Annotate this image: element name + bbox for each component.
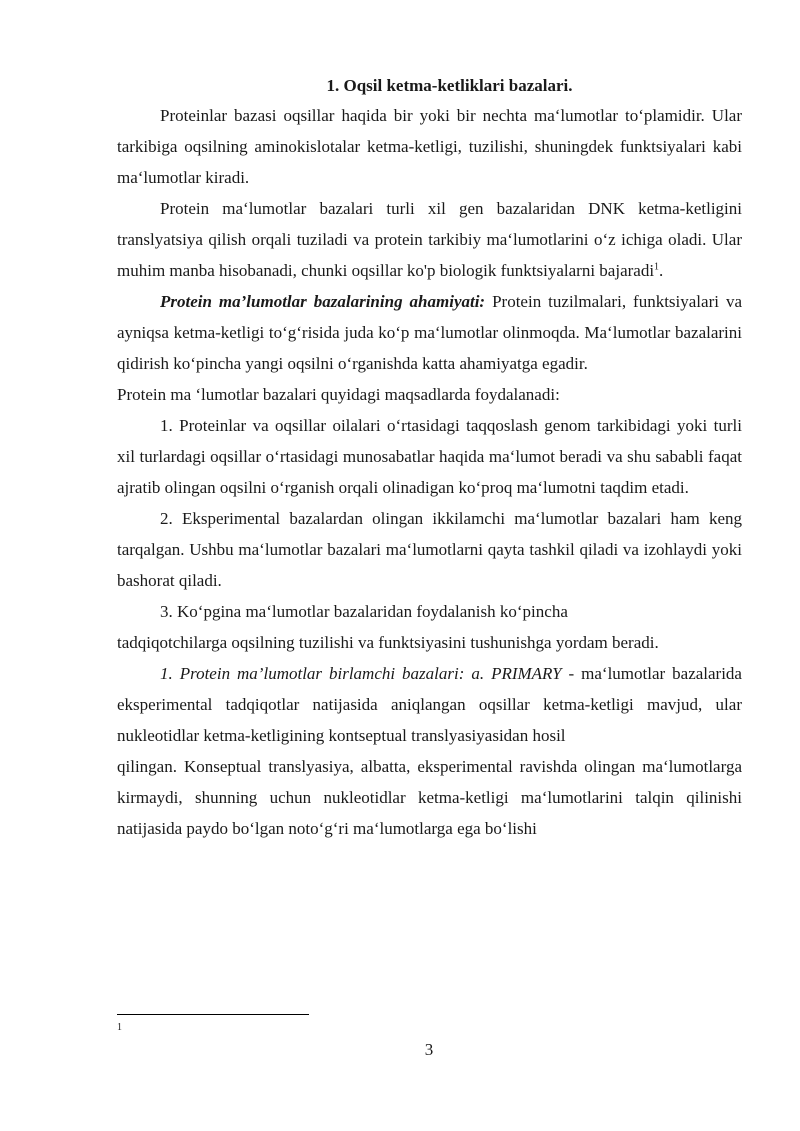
paragraph-sources-text: Protein ma‘lumotlar bazalari turli xil gen bazalaridan DNK ketma-ketligini translyatsiya qilish orqali tuziladi va protein tarkibiy ma‘lumotlarini o‘z ichiga oladi. Ular muhim manba hisobanadi, chunki oqsillar ko'p biologik funktsiyalarni bajaradi [117, 199, 742, 280]
page-body [117, 72, 742, 844]
paragraph-importance [117, 286, 742, 379]
paragraph-purposes: Protein ma ‘lumotlar bazalari quyidagi maqsadlarda foydalanadi: [117, 385, 560, 404]
importance-lead: Protein ma’lumotlar bazalarining ahamiyati: [160, 292, 486, 311]
paragraph-intro: Proteinlar bazasi oqsillar haqida bir yoki bir nechta ma‘lumotlar to‘plamidir. Ular tarkibiga oqsilning aminokislotalar ketma-ketligi, tuzilishi, shuningdek funktsiyalari kabi ma‘lumotlar kiradi. [117, 106, 742, 187]
list-item-1: 1. Proteinlar va oqsillar oilalari o‘rtasidagi taqqoslash genom tarkibidagi yoki turli xil turlardagi oqsillar o‘rtasidagi munosabatlar haqida ma‘lumot beradi va shu sababli faqat ajratib olingan oqsilni o‘rganish orqali olinadigan ko‘proq ma‘lumotni taqdim etadi. [117, 416, 742, 497]
list-item-2: 2. Eksperimental bazalardan olingan ikkilamchi ma‘lumotlar bazalari ham keng tarqalgan. Ushbu ma‘lumotlar bazalari ma‘lumotlarni qayta tashkil qiladi va izohlaydi yoki bashorat qiladi. [117, 509, 742, 590]
page-number: 3 [424, 1040, 434, 1059]
paragraph-primary-db [117, 658, 742, 751]
footnote-reference: 1 [654, 261, 660, 273]
paragraph-sources [117, 193, 742, 286]
primary-db-text: - ma‘lumotlar bazalarida eksperimental tadqiqotlar natijasida aniqlangan oqsillar ketma-ketligi mavjud, ular nukleotidlar ketma-ketligining kontseptual translyasiyasidan hosil [117, 664, 742, 745]
importance-text: Protein tuzilmalari, funktsiyalari va ayniqsa ketma-ketligi to‘g‘risida juda ko‘p ma‘lumotlar olinmoqda. Ma‘lumotlar bazalarini qidirish ko‘pincha yangi oqsilni o‘rganishda katta ahamiyatga egadir. [117, 292, 742, 373]
paragraph-sources-end: . [659, 261, 664, 280]
footnote-separator [117, 1014, 309, 1015]
footnote-mark: 1 [117, 1022, 122, 1033]
primary-db-lead: 1. Protein ma’lumotlar birlamchi bazalari: a. PRIMARY [160, 664, 562, 683]
list-item-3-line-1: 3. Ko‘pgina ma‘lumotlar bazalaridan foydalanish ko‘pincha [160, 602, 568, 621]
section-heading: 1. Oqsil ketma-ketliklari bazalari. [326, 76, 573, 95]
paragraph-primary-db-cont: qilingan. Konseptual translyasiya, albatta, eksperimental ravishda olingan ma‘lumotlarga kirmaydi, shunning uchun nukleotidlar ketma-ketligi ma‘lumotlarini talqin qilinishi natijasida paydo bo‘lgan noto‘g‘ri ma‘lumotlarga ega bo‘lishi [117, 757, 742, 838]
list-item-3-line-2: tadqiqotchilarga oqsilning tuzilishi va funktsiyasini tushunishga yordam beradi. [117, 633, 659, 652]
